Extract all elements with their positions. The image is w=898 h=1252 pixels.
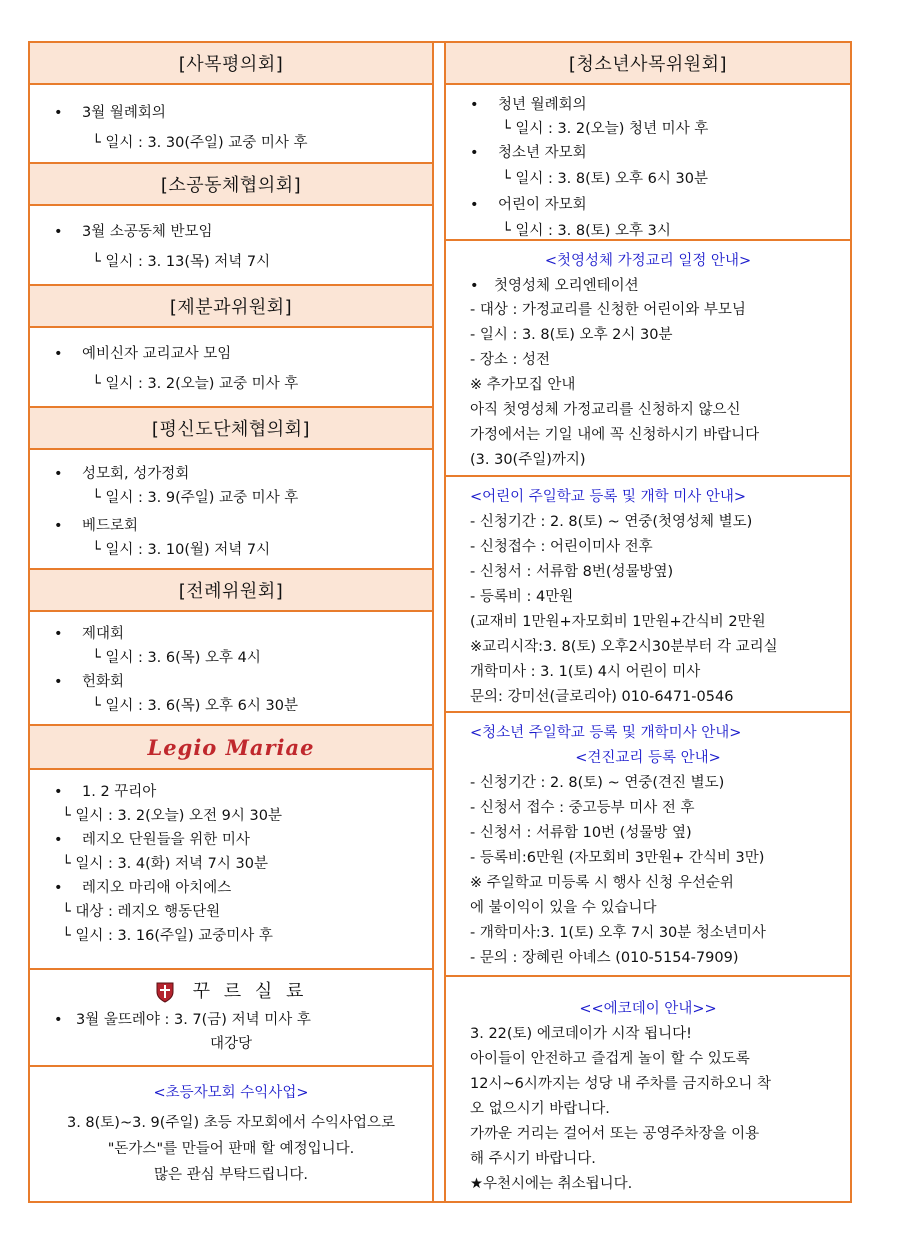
elementary-line-1: 3. 8(토)~3. 9(주일) 초등 자모회에서 수익사업으로 — [66, 1115, 396, 1131]
section-elementary-fundraiser — [30, 1067, 432, 1188]
list-item: • 청소년 자모회 — [446, 141, 850, 165]
list-item: • 청년 월례회의 — [446, 93, 850, 117]
text-line: ★우천시에는 취소됩니다. — [470, 1176, 633, 1192]
section-body-legio-mariae — [30, 770, 432, 970]
legio-mariae-logo: Legio Mariae — [147, 734, 315, 760]
cursillo-title: 꾸 르 실 료 — [192, 981, 308, 1002]
elementary-title: <초등자모회 수익사업> — [153, 1085, 309, 1101]
list-item: • 첫영성체 오리엔테이션 — [446, 274, 850, 298]
section-body-youth — [446, 85, 850, 241]
list-item-detail: └ 일시 : 3. 2(오늘) 교중 미사 후 — [92, 376, 299, 392]
text-line: 오 없으시기 바랍니다. — [470, 1101, 610, 1117]
section-header-legio-mariae — [30, 726, 432, 770]
text-line: (3. 30(주일)까지) — [470, 452, 586, 468]
section-body-small-community — [30, 206, 432, 286]
section-header-liturgy — [30, 570, 432, 612]
text-line: 가정에서는 기일 내에 꼭 신청하시기 바랍니다 — [470, 427, 760, 443]
list-item-detail: └ 일시 : 3. 2(오늘) 오전 9시 30분 — [62, 808, 282, 824]
list-item-detail: └ 대상 : 레지오 행동단원 — [62, 904, 221, 920]
list-item-detail: └ 일시 : 3. 6(목) 오후 6시 30분 — [92, 698, 298, 714]
text-line: 아이들이 안전하고 즐겁게 놀이 할 수 있도록 — [470, 1051, 750, 1067]
list-item: • 레지오 마리애 아치에스 — [30, 876, 432, 900]
list-item-detail: └ 일시 : 3. 10(월) 저녁 7시 — [92, 542, 271, 558]
section-title: [평신도단체협의회] — [151, 419, 311, 440]
text-line: - 대상 : 가정교리를 신청한 어린이와 부모님 — [470, 302, 746, 318]
list-item: • 헌화회 — [30, 670, 432, 694]
bulletin-frame — [28, 41, 852, 1203]
section-body-subcommittees — [30, 328, 432, 408]
section-eco-day — [446, 977, 850, 1197]
confirmation-title: <견진교리 등록 안내> — [575, 750, 721, 766]
list-item: • 베드로회 — [30, 514, 432, 538]
list-item: • 3월 울뜨레야 : 3. 7(금) 저녁 미사 후 — [30, 1008, 432, 1032]
text-line: 에 불이익이 있을 수 있습니다 — [470, 900, 657, 916]
text-line: 문의: 강미선(글로리아) 010-6471-0546 — [470, 689, 734, 705]
section-first-communion — [446, 241, 850, 477]
text-line: 개학미사 : 3. 1(토) 4시 어린이 미사 — [470, 664, 701, 680]
text-line: 아직 첫영성체 가정교리를 신청하지 않으신 — [470, 402, 741, 418]
text-line: ※ 주일학교 미등록 시 행사 신청 우선순위 — [470, 875, 734, 891]
text-line: - 일시 : 3. 8(토) 오후 2시 30분 — [470, 327, 673, 343]
section-body-lay-groups — [30, 450, 432, 570]
list-item-detail: └ 일시 : 3. 13(목) 저녁 7시 — [92, 254, 271, 270]
first-communion-title: <첫영성체 가정교리 일정 안내> — [544, 253, 752, 269]
text-line: - 신청서 : 서류함 8번(성물방옆) — [470, 564, 674, 580]
text-line: - 장소 : 성전 — [470, 352, 550, 368]
section-title: [청소년사목위원회] — [568, 54, 728, 75]
text-line: - 신청기간 : 2. 8(토) ~ 연중(첫영성체 별도) — [470, 514, 753, 530]
list-item: • 3월 소공동체 반모임 — [30, 220, 432, 244]
list-item-detail: └ 일시 : 3. 16(주일) 교중미사 후 — [62, 928, 273, 944]
text-line: ※ 추가모집 안내 — [470, 377, 576, 393]
left-column — [30, 43, 434, 1201]
list-item-continuation: 대강당 — [209, 1036, 253, 1052]
text-line: 3. 22(토) 에코데이가 시작 됩니다! — [470, 1026, 692, 1042]
text-line: 해 주시기 바랍니다. — [470, 1151, 596, 1167]
section-teen-sunday-school — [446, 713, 850, 977]
right-column — [444, 43, 850, 1201]
section-header-youth — [446, 43, 850, 85]
eco-day-title: <<에코데이 안내>> — [579, 1001, 717, 1017]
list-item: • 어린이 자모회 — [446, 193, 850, 217]
text-line: - 신청서 : 서류함 10번 (성물방 옆) — [470, 825, 692, 841]
section-title: [소공동체협의회] — [160, 175, 302, 196]
cursillo-crest-icon — [155, 981, 175, 1003]
text-line: - 신청접수 : 어린이미사 전후 — [470, 539, 653, 555]
teen-school-title: <청소년 주일학교 등록 및 개학미사 안내> — [470, 725, 742, 741]
section-body-pastoral-council — [30, 85, 432, 164]
section-body-liturgy — [30, 612, 432, 726]
section-cursillo — [30, 970, 432, 1067]
text-line: 12시~6시까지는 성당 내 주차를 금지하오니 착 — [470, 1076, 771, 1092]
list-item-detail: └ 일시 : 3. 30(주일) 교중 미사 후 — [92, 135, 308, 151]
list-item-detail: └ 일시 : 3. 4(화) 저녁 7시 30분 — [62, 856, 268, 872]
elementary-line-2: "돈가스"를 만들어 판매 할 예정입니다. — [107, 1141, 355, 1157]
list-item: • 예비신자 교리교사 모임 — [30, 342, 432, 366]
text-line: - 등록비:6만원 (자모회비 3만원+ 간식비 3만) — [470, 850, 765, 866]
kids-school-title: <어린이 주일학교 등록 및 개학 미사 안내> — [470, 489, 747, 505]
list-item: • 성모회, 성가정회 — [30, 462, 432, 486]
list-item: • 제대회 — [30, 622, 432, 646]
list-item-detail: └ 일시 : 3. 2(오늘) 청년 미사 후 — [502, 121, 709, 137]
text-line: - 신청서 접수 : 중고등부 미사 전 후 — [470, 800, 695, 816]
text-line: - 문의 : 장혜린 아녜스 (010-5154-7909) — [470, 950, 739, 966]
text-line: (교재비 1만원+자모회비 1만원+간식비 2만원 — [470, 614, 766, 630]
text-line: - 등록비 : 4만원 — [470, 589, 574, 605]
text-line: ※교리시작:3. 8(토) 오후2시30분부터 각 교리실 — [470, 639, 778, 655]
list-item-detail: └ 일시 : 3. 6(목) 오후 4시 — [92, 650, 261, 666]
section-title: [전례위원회] — [178, 581, 284, 602]
list-item-detail: └ 일시 : 3. 9(주일) 교중 미사 후 — [92, 490, 299, 506]
list-item: • 레지오 단원들을 위한 미사 — [30, 828, 432, 852]
text-line: - 신청기간 : 2. 8(토) ~ 연중(견진 별도) — [470, 775, 725, 791]
section-kids-sunday-school — [446, 477, 850, 713]
list-item-detail: └ 일시 : 3. 8(토) 오후 3시 — [502, 223, 671, 239]
section-header-subcommittees — [30, 286, 432, 328]
section-header-small-community — [30, 164, 432, 206]
elementary-line-3: 많은 관심 부탁드립니다. — [154, 1167, 308, 1183]
section-header-lay-groups — [30, 408, 432, 450]
section-title: [제분과위원회] — [169, 297, 293, 318]
list-item: • 3월 월례회의 — [30, 101, 432, 125]
section-header-pastoral-council — [30, 43, 432, 85]
text-line: 가까운 거리는 걸어서 또는 공영주차장을 이용 — [470, 1126, 760, 1142]
text-line: - 개학미사:3. 1(토) 오후 7시 30분 청소년미사 — [470, 925, 766, 941]
section-title: [사목평의회] — [178, 54, 284, 75]
list-item: • 1. 2 꾸리아 — [30, 780, 432, 804]
list-item-detail: └ 일시 : 3. 8(토) 오후 6시 30분 — [502, 171, 708, 187]
cursillo-header — [30, 978, 432, 1006]
